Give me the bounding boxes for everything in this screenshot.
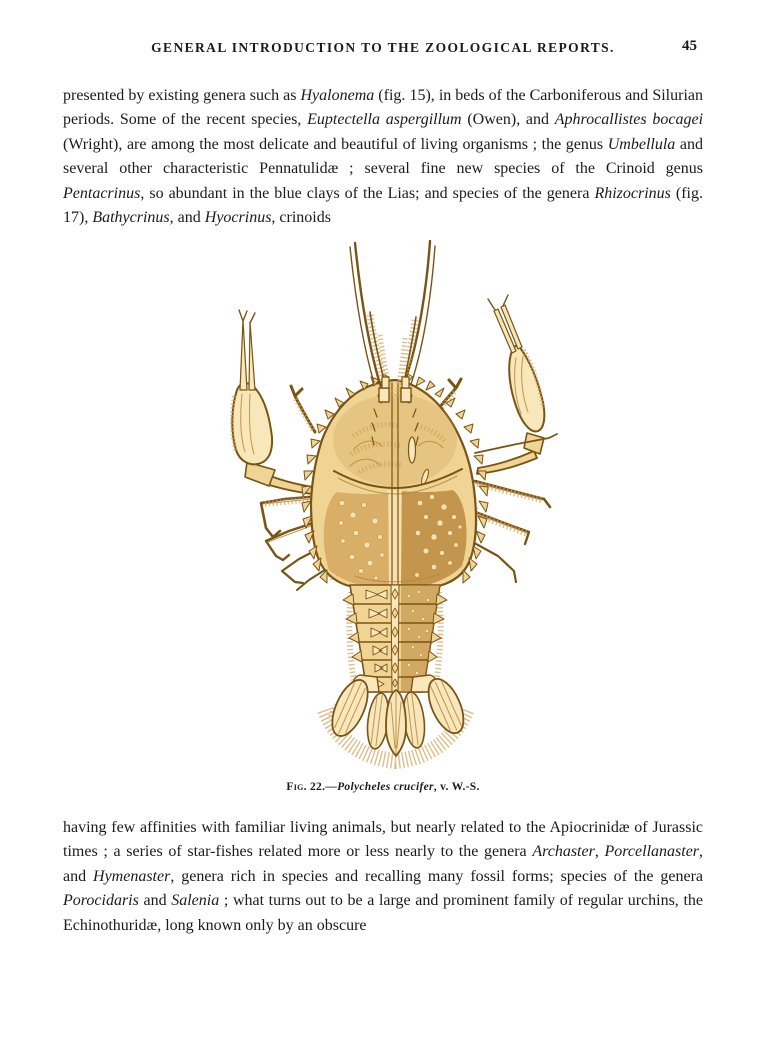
text-run: Salenia (171, 892, 220, 910)
page-title: GENERAL INTRODUCTION TO THE ZOOLOGICAL REPORTS. (151, 40, 615, 55)
left-cheliped (232, 310, 321, 495)
carapace (302, 374, 488, 592)
text-run: Umbellula (607, 135, 676, 153)
text-run: , and (63, 843, 704, 885)
text-run: Bathycrinus (92, 209, 170, 227)
text-run: (fig. 17), (63, 184, 704, 227)
right-cheliped (477, 295, 544, 474)
text-run: presented by existing genera such as (63, 87, 301, 104)
text-run: Aphrocallistes bocagei (554, 111, 704, 129)
running-head (63, 39, 703, 57)
text-run: Hyalonema (300, 87, 375, 104)
text-run: — (325, 781, 338, 793)
page-number: 45 (682, 38, 697, 54)
text-run: , v. W.-S. (433, 781, 480, 793)
antennae (350, 241, 435, 398)
text-run: Archaster (532, 843, 595, 861)
text-run: ; what turns out to be a large and prominent family of regular urchins, the Echinothuridæ, long known only by an obscure (63, 892, 703, 934)
text-run: , genera rich in species and recalling many fossil forms; species of the genera (170, 867, 703, 885)
text-run: Rhizocrinus (594, 184, 671, 202)
text-run: (fig. 15), in beds of the Carboniferous and Silurian periods. Some of the recent species, (63, 87, 703, 129)
paragraph-top (63, 84, 703, 230)
text-run: and (138, 892, 172, 910)
text-run: Porcellanaster (604, 843, 700, 861)
polycheles-crucifer-engraving (203, 240, 573, 775)
text-run: Polycheles crucifer (337, 781, 434, 793)
figure-22-illustration (203, 240, 573, 775)
paragraph-bottom (63, 816, 703, 938)
text-run: Hyocrinus (204, 209, 272, 227)
text-run: Porocidaris (63, 892, 139, 910)
text-run: Pentacrinus (63, 184, 141, 202)
text-run: , so abundant in the blue clays of the Lias; and species of the genera (140, 184, 595, 202)
text-run: , crinoids (271, 209, 331, 227)
text-run: Hymenaster (93, 867, 171, 885)
text-run: and several other characteristic Pennatulidæ ; several fine new species of the Crinoid genus (63, 135, 703, 178)
text-run: (Wright), are among the most delicate and beautiful of living organisms ; the genus (63, 135, 608, 153)
text-run: , and (169, 209, 205, 227)
text-run: (Owen), and (461, 111, 555, 129)
text-run: having few affinities with familiar living animals, but nearly related to the Apiocrinidæ of Jurassic times ; a series of star-fishes related more or less nearly to the genera (63, 819, 703, 861)
text-run: , (594, 843, 605, 861)
text-run: Euptectella aspergillum (307, 111, 462, 129)
figure-caption (63, 781, 703, 793)
text-run: Fig. 22. (286, 781, 326, 793)
